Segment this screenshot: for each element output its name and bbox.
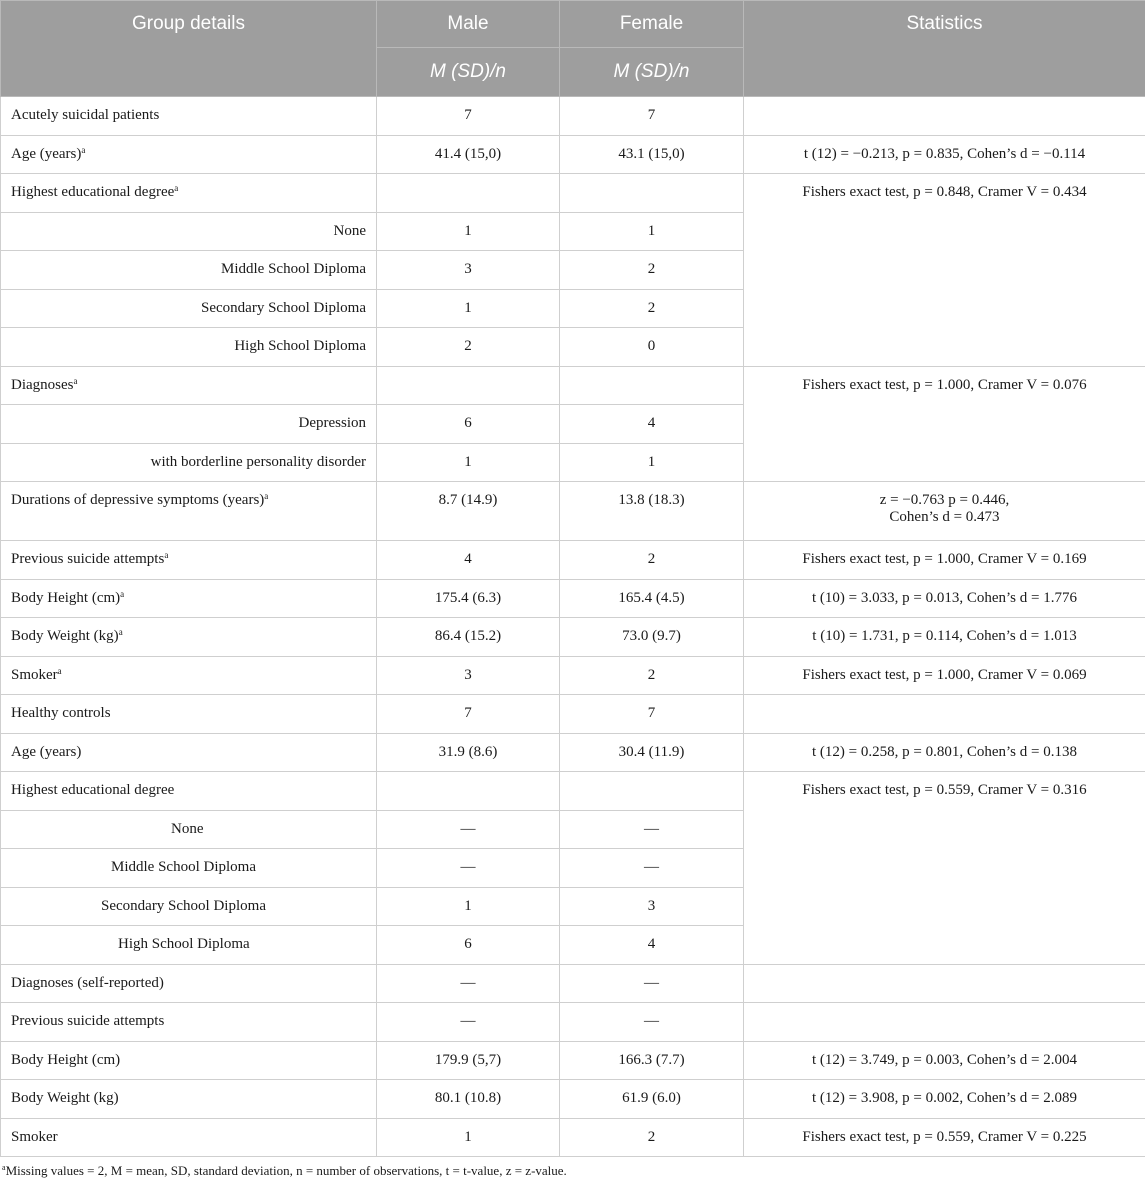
female-value: 1 xyxy=(560,212,744,251)
table-row xyxy=(1,97,1145,136)
row-label: Diagnoses$^a$ xyxy=(1,366,377,405)
female-value: 2 xyxy=(560,541,744,580)
female-value: 2 xyxy=(560,656,744,695)
statistics-value: t (12) = 3.908, p = 0.002, Cohen’s d = 2.089 xyxy=(744,1080,1145,1119)
statistics-value: Fishers exact test, p = 0.848, Cramer V = 0.434 xyxy=(744,174,1145,367)
header-statistics: Statistics xyxy=(744,1,1145,97)
row-label: Previous suicide attempts xyxy=(1,1003,377,1042)
table-row xyxy=(1,366,1145,405)
subheader-male: M (SD)/n xyxy=(377,48,560,97)
female-value: 2 xyxy=(560,251,744,290)
female-value xyxy=(560,366,744,405)
table-row xyxy=(1,135,1145,174)
row-label: Smoker$^a$ xyxy=(1,656,377,695)
header-group-details: Group details xyxy=(1,1,377,97)
male-value: 3 xyxy=(377,251,560,290)
footnote-marker: a xyxy=(81,145,85,155)
male-value: 4 xyxy=(377,541,560,580)
footnote-marker: a xyxy=(58,666,62,676)
row-label: Body Weight (kg) xyxy=(1,1080,377,1119)
male-value: 7 xyxy=(377,97,560,136)
female-value xyxy=(560,772,744,811)
footnote-marker: a xyxy=(174,183,178,193)
male-value: 1 xyxy=(377,1118,560,1157)
table-row xyxy=(1,1003,1145,1042)
row-label: Secondary School Diploma xyxy=(1,887,377,926)
statistics-value: Fishers exact test, p = 1.000, Cramer V = 0.169 xyxy=(744,541,1145,580)
male-value: 2 xyxy=(377,328,560,367)
header-male: Male xyxy=(377,1,560,48)
footnote-marker: a xyxy=(164,550,168,560)
statistics-value: Fishers exact test, p = 0.559, Cramer V = 0.316 xyxy=(744,772,1145,965)
female-value: 61.9 (6.0) xyxy=(560,1080,744,1119)
table-row xyxy=(1,1080,1145,1119)
table-row xyxy=(1,482,1145,541)
statistics-value xyxy=(744,964,1145,1003)
male-value: 179.9 (5,7) xyxy=(377,1041,560,1080)
statistics-value: t (12) = 3.749, p = 0.003, Cohen’s d = 2.004 xyxy=(744,1041,1145,1080)
statistics-value: Fishers exact test, p = 1.000, Cramer V = 0.076 xyxy=(744,366,1145,482)
row-label: Previous suicide attempts$^a$ xyxy=(1,541,377,580)
row-label: High School Diploma xyxy=(1,926,377,965)
row-label: None xyxy=(1,212,377,251)
male-value: 8.7 (14.9) xyxy=(377,482,560,541)
male-value: — xyxy=(377,964,560,1003)
male-value: 86.4 (15.2) xyxy=(377,618,560,657)
statistics-value: t (10) = 1.731, p = 0.114, Cohen’s d = 1.013 xyxy=(744,618,1145,657)
table-footnote xyxy=(0,1157,1145,1185)
female-value: 3 xyxy=(560,887,744,926)
statistics-value xyxy=(744,695,1145,734)
row-label: Body Weight (kg)$^a$ xyxy=(1,618,377,657)
statistics-value xyxy=(744,97,1145,136)
footnote-marker: a xyxy=(2,1163,6,1172)
table-row xyxy=(1,695,1145,734)
female-value: 13.8 (18.3) xyxy=(560,482,744,541)
row-label: None xyxy=(1,810,377,849)
male-value: 175.4 (6.3) xyxy=(377,579,560,618)
male-value: 1 xyxy=(377,212,560,251)
row-label: Middle School Diploma xyxy=(1,251,377,290)
female-value xyxy=(560,174,744,213)
row-label: High School Diploma xyxy=(1,328,377,367)
row-label: Smoker xyxy=(1,1118,377,1157)
row-label: Depression xyxy=(1,405,377,444)
table-row xyxy=(1,541,1145,580)
statistics-value xyxy=(744,1003,1145,1042)
male-value xyxy=(377,366,560,405)
male-value: 1 xyxy=(377,289,560,328)
table-row xyxy=(1,618,1145,657)
row-label: Age (years) xyxy=(1,733,377,772)
female-value: 4 xyxy=(560,926,744,965)
female-value: — xyxy=(560,849,744,888)
row-label: Highest educational degree xyxy=(1,772,377,811)
table-row xyxy=(1,1041,1145,1080)
male-value: 6 xyxy=(377,926,560,965)
row-label: Highest educational degree$^a$ xyxy=(1,174,377,213)
female-value: 1 xyxy=(560,443,744,482)
row-label: Body Height (cm) xyxy=(1,1041,377,1080)
male-value xyxy=(377,174,560,213)
statistics-value: t (10) = 3.033, p = 0.013, Cohen’s d = 1.776 xyxy=(744,579,1145,618)
row-label: Acutely suicidal patients xyxy=(1,97,377,136)
row-label: Diagnoses (self-reported) xyxy=(1,964,377,1003)
female-value: — xyxy=(560,1003,744,1042)
footnote-marker: a xyxy=(119,627,123,637)
male-value: 80.1 (10.8) xyxy=(377,1080,560,1119)
statistics-value: t (12) = −0.213, p = 0.835, Cohen’s d = −0.114 xyxy=(744,135,1145,174)
row-label: Age (years)$^a$ xyxy=(1,135,377,174)
male-value xyxy=(377,772,560,811)
female-value: 4 xyxy=(560,405,744,444)
footnote-marker: a xyxy=(74,376,78,386)
footnote-text: Missing values = 2, M = mean, SD, standard deviation, n = number of observations, t = t-value, z = z-value. xyxy=(6,1163,567,1178)
row-label: Middle School Diploma xyxy=(1,849,377,888)
row-label: Body Height (cm)$^a$ xyxy=(1,579,377,618)
table-row xyxy=(1,772,1145,811)
footnote-marker: a xyxy=(264,491,268,501)
table-row xyxy=(1,579,1145,618)
table-row xyxy=(1,1118,1145,1157)
female-value: 73.0 (9.7) xyxy=(560,618,744,657)
header-female: Female xyxy=(560,1,744,48)
table-row xyxy=(1,964,1145,1003)
row-label: Secondary School Diploma xyxy=(1,289,377,328)
table-row xyxy=(1,733,1145,772)
table-row xyxy=(1,656,1145,695)
female-value: — xyxy=(560,810,744,849)
male-value: 1 xyxy=(377,887,560,926)
female-value: 30.4 (11.9) xyxy=(560,733,744,772)
statistics-value: t (12) = 0.258, p = 0.801, Cohen’s d = 0.138 xyxy=(744,733,1145,772)
female-value: — xyxy=(560,964,744,1003)
male-value: 3 xyxy=(377,656,560,695)
footnote-marker: a xyxy=(120,589,124,599)
female-value: 43.1 (15,0) xyxy=(560,135,744,174)
male-value: — xyxy=(377,810,560,849)
table-row xyxy=(1,174,1145,213)
female-value: 165.4 (4.5) xyxy=(560,579,744,618)
female-value: 2 xyxy=(560,289,744,328)
male-value: 7 xyxy=(377,695,560,734)
statistics-value: z = −0.763 p = 0.446, Cohen’s d = 0.473 xyxy=(744,482,1145,541)
row-label: Durations of depressive symptoms (years)$^a$ xyxy=(1,482,377,541)
male-value: 31.9 (8.6) xyxy=(377,733,560,772)
female-value: 0 xyxy=(560,328,744,367)
male-value: 41.4 (15,0) xyxy=(377,135,560,174)
subheader-female: M (SD)/n xyxy=(560,48,744,97)
male-value: — xyxy=(377,849,560,888)
female-value: 7 xyxy=(560,97,744,136)
statistics-value: Fishers exact test, p = 1.000, Cramer V = 0.069 xyxy=(744,656,1145,695)
row-label: Healthy controls xyxy=(1,695,377,734)
statistics-value: Fishers exact test, p = 0.559, Cramer V = 0.225 xyxy=(744,1118,1145,1157)
male-value: 1 xyxy=(377,443,560,482)
row-label: with borderline personality disorder xyxy=(1,443,377,482)
male-value: — xyxy=(377,1003,560,1042)
male-value: 6 xyxy=(377,405,560,444)
female-value: 2 xyxy=(560,1118,744,1157)
female-value: 7 xyxy=(560,695,744,734)
female-value: 166.3 (7.7) xyxy=(560,1041,744,1080)
